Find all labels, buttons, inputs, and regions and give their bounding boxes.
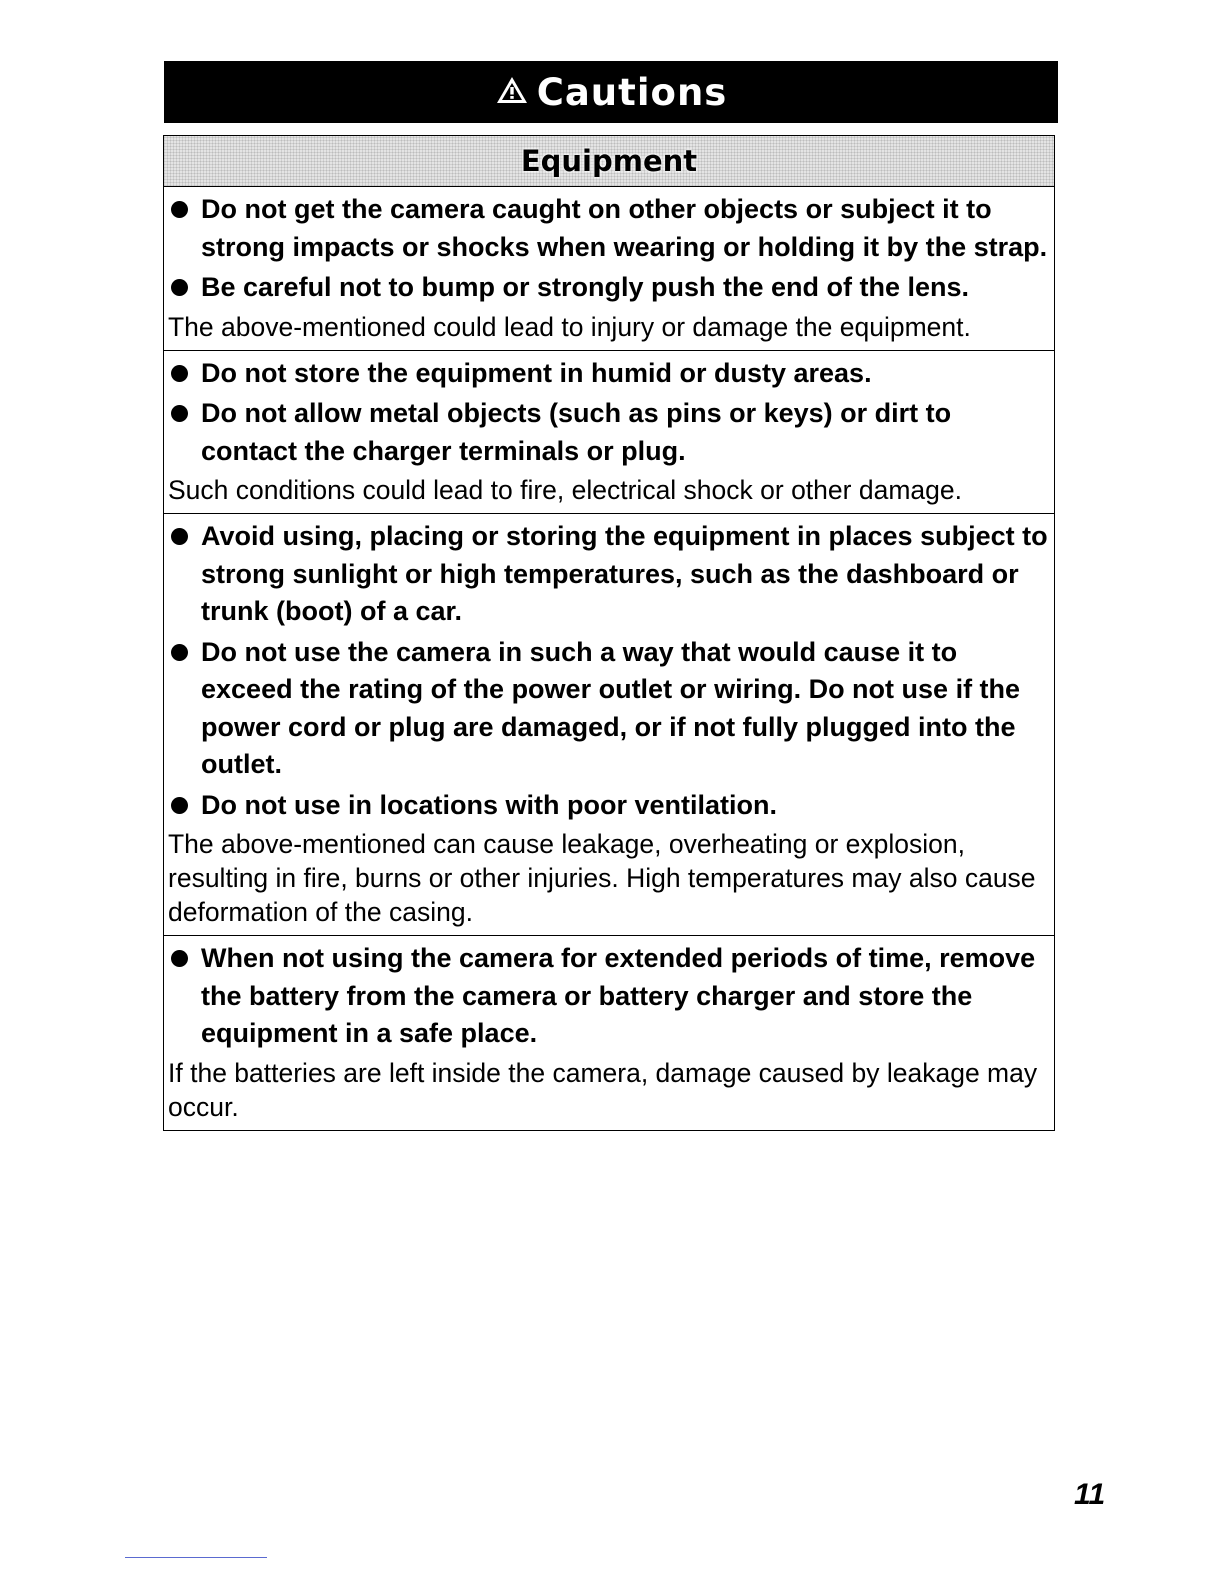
caution-text: Be careful not to bump or strongly push the end of the lens. [201,272,970,302]
caution-bullet [168,518,1050,631]
bullet-dot-icon [171,279,188,296]
caution-bullet [168,787,1050,825]
caution-group [164,514,1054,936]
caution-text: Do not store the equipment in humid or dusty areas. [201,357,872,388]
bullet-dot-icon [171,644,188,661]
footer-rule [125,1557,267,1558]
bullet-dot-icon [171,365,188,382]
bullet-dot-icon [171,201,188,218]
caution-note: If the batteries are left inside the camera, damage caused by leakage may occur. [168,1057,1038,1122]
caution-text: Avoid using, placing or storing the equipment in places subject to strong sunlight or high temperatures, such as the dashboard or trunk (boot) of a car. [201,521,1048,626]
caution-group [164,936,1054,1130]
bullet-dot-icon [171,405,188,422]
caution-bullet [168,395,1050,470]
caution-bullet [168,634,1050,784]
caution-bullet [168,940,1050,1053]
caution-note: Such conditions could lead to fire, electrical shock or other damage. [168,475,962,505]
caution-text: Do not allow metal objects (such as pins or keys) or dirt to contact the charger terminals or plug. [201,398,952,466]
caution-note: The above-mentioned could lead to injury or damage the equipment. [168,311,971,342]
cautions-box [163,135,1055,1131]
page-header [164,61,1058,123]
section-header [164,136,1054,187]
caution-group [164,351,1054,515]
bullet-dot-icon [171,797,188,814]
bullet-dot-icon [171,950,188,967]
caution-bullet [168,269,1050,307]
page-number: 11 [1074,1478,1106,1511]
caution-bullet [168,355,1050,393]
bullet-dot-icon [171,528,188,545]
caution-text: Do not use in locations with poor ventilation. [201,789,778,820]
caution-group [164,187,1054,351]
section-title: Equipment [520,144,698,178]
caution-text: Do not get the camera caught on other objects or subject it to strong impacts or shocks when wearing or holding it by the strap. [201,194,1048,262]
page-title: Cautions [536,70,728,114]
caution-bullet [168,191,1050,266]
warning-triangle-icon [495,75,529,105]
caution-text: Do not use the camera in such a way that would cause it to exceed the rating of the power outlet or wiring. Do not use if the power cord or plug are damaged, or if not fully plugged into the outlet. [201,636,1021,779]
caution-note: The above-mentioned can cause leakage, overheating or explosion, resulting in fire, burns or other injuries. High temperatures may also cause deformation of the casing. [168,829,1036,927]
caution-text: When not using the camera for extended periods of time, remove the battery from the camera or battery charger and store the equipment in a safe place. [201,943,1036,1048]
